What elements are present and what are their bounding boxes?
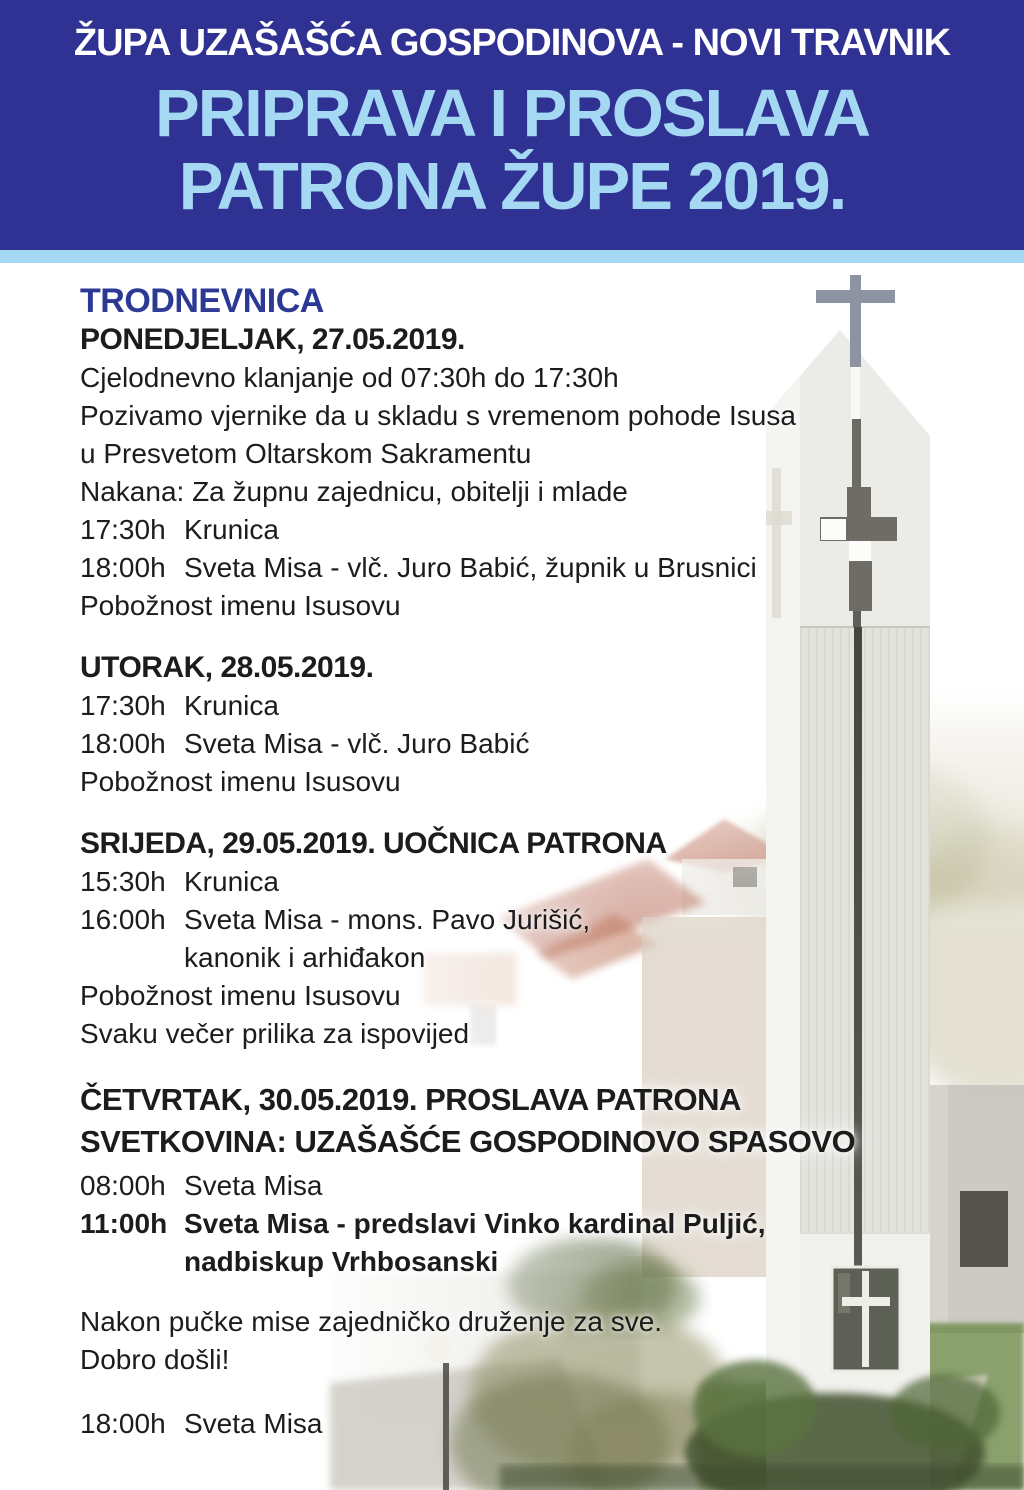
time-label: 18:00h (80, 728, 166, 759)
event-label: Sveta Misa - mons. Pavo Jurišić, (184, 904, 591, 935)
event-label: Sveta Misa (184, 1408, 323, 1439)
event-label: Sveta Misa - vlč. Juro Babić, župnik u Brusnici (184, 552, 757, 583)
note-line: Dobro došli! (80, 1344, 230, 1375)
schedule-line-continuation: nadbiskup Vrhbosanski (184, 1246, 499, 1277)
note-line: Nakon pučke mise zajedničko druženje za sve. (80, 1306, 663, 1337)
schedule-line (80, 511, 940, 549)
closing-notes (80, 1303, 940, 1379)
day-header: ČETVRTAK, 30.05.2019. PROSLAVA PATRONA (80, 1082, 741, 1117)
section-thursday (80, 1079, 940, 1443)
time-label: 17:30h (80, 690, 166, 721)
schedule-line (80, 1405, 940, 1443)
schedule-line: Nakana: Za župnu zajednicu, obitelji i mlade (80, 476, 628, 507)
dark-doorway (960, 1191, 1008, 1267)
schedule-line: Svaku večer prilika za ispovijed (80, 1018, 470, 1049)
time-label: 08:00h (80, 1170, 166, 1201)
section-monday (80, 321, 940, 625)
schedule-title: TRODNEVNICA (80, 282, 324, 320)
poster-title-line2: PATRONA ŽUPE 2019. (178, 149, 846, 224)
schedule-line (80, 1205, 940, 1243)
schedule-line (80, 549, 940, 587)
poster-title-line1: PRIPRAVA I PROSLAVA (155, 76, 869, 151)
day-header-line2: SVETKOVINA: UZAŠAŠĆE GOSPODINOVO SPASOVO (80, 1124, 856, 1159)
event-label: Sveta Misa - vlč. Juro Babić (184, 728, 530, 759)
event-label: Krunica (184, 514, 279, 545)
schedule-line: Pobožnost imenu Isusovu (80, 766, 401, 797)
event-label: Krunica (184, 866, 279, 897)
schedule-line (80, 687, 940, 725)
accent-stripe (0, 250, 1024, 263)
schedule-line: Pozivamo vjernike da u skladu s vremenom pohode Isusa (80, 400, 796, 431)
schedule-line-continuation: kanonik i arhiđakon (184, 942, 426, 973)
schedule-line (80, 901, 940, 939)
day-header: UTORAK, 28.05.2019. (80, 651, 374, 684)
event-label: Sveta Misa (184, 1170, 323, 1201)
poster-title (0, 77, 1024, 223)
schedule-line: Cjelodnevno klanjanje od 07:30h do 17:30h (80, 362, 619, 393)
section-wednesday (80, 825, 940, 1053)
schedule (80, 281, 940, 1443)
header-band (0, 0, 1024, 250)
schedule-line (80, 725, 940, 763)
event-label: Krunica (184, 690, 279, 721)
schedule-line: Pobožnost imenu Isusovu (80, 590, 401, 621)
time-label: 17:30h (80, 514, 166, 545)
event-label: Sveta Misa - predslavi Vinko kardinal Puljić, (184, 1208, 766, 1239)
day-header: SRIJEDA, 29.05.2019. UOČNICA PATRONA (80, 827, 667, 860)
time-label: 18:00h (80, 1408, 166, 1439)
schedule-line (80, 1167, 940, 1205)
day-header: PONEDJELJAK, 27.05.2019. (80, 323, 465, 356)
thursday-rows (80, 1167, 940, 1281)
schedule-line: u Presvetom Oltarskom Sakramentu (80, 438, 532, 469)
time-label: 18:00h (80, 552, 166, 583)
section-tuesday (80, 649, 940, 801)
time-label: 15:30h (80, 866, 166, 897)
time-label: 16:00h (80, 904, 166, 935)
parish-name: ŽUPA UZAŠAŠĆA GOSPODINOVA - NOVI TRAVNIK (73, 22, 951, 64)
time-label: 11:00h (80, 1208, 168, 1239)
schedule-line: Pobožnost imenu Isusovu (80, 980, 401, 1011)
schedule-line (80, 863, 940, 901)
